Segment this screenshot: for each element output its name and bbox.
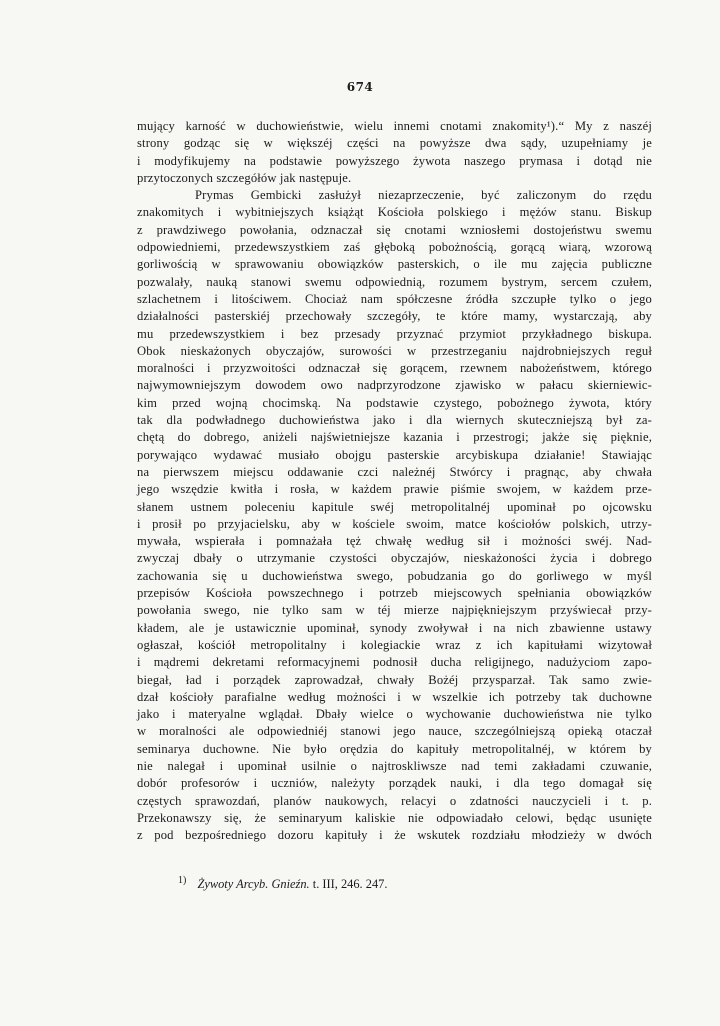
page-number: 674 [346,80,374,94]
text-line: szlachetnem i litościwem. Chociaż nam spółczesne źródła szczupłe tylko o jego [137,291,652,306]
text-line: strony godząc się w większéj części na powyższe dwa sądy, uzupełniamy je [137,136,652,151]
body-text [137,118,652,844]
text-line: z prawdziwego powołania, odznaczał się cnotami wzniosłemi dostojeństwu swemu [137,222,652,237]
text-line: i mądremi dekretami reformacyjnemi podnosił ducha religijnego, nadużyciom zapo- [137,655,652,670]
text-line: kim przed wojną chocimską. Na podstawie czystego, pobożnego żywota, który [137,395,652,410]
text-line: seminarya duchowne. Nie było orędzia do kapituły metropolitalnéj, w którem by [137,741,652,756]
text-line: dzał kościoły parafialne według możności i w wszelkie ich potrzeby tak duchowne [137,689,652,704]
text-line: powołania swego, nie tylko sam w téj mierze najpiękniejszym przyświecał przy- [137,603,652,618]
text-line: porywająco wydawać musiało obojgu pasterskie arcybiskupa działanie! Stawiając [137,447,652,462]
footnote [178,875,598,892]
text-line: przepisów Kościoła powszechnego i potrzeb miejscowych spełniania obowiązków [137,586,652,601]
text-line: tak dla podwładnego duchowieństwa jako i dla wiernych skuteczniejszą był za- [137,413,652,428]
footnote-source-title: Żywoty Arcyb. Gnieźn. [197,877,310,892]
text-line: Prymas Gembicki zasłużył niezaprzeczenie, być zaliczonym do rzędu [195,188,652,203]
text-line: nie nalegał i upominał usilnie o najtroskliwsze nad temi zakładami czuwanie, [137,758,652,773]
text-line: przytoczonych szczegółów jak następuje. [137,170,352,185]
text-line: pozwalały, nauką stanowi swemu odpowiednią, rozumem bystrym, sercem czułem, [137,274,652,289]
text-line: z pod bezpośredniego dozoru kapituły i że wskutek rozdziału młodzieży w dwóch [137,828,652,843]
text-line: działalności pasterskiéj przechowały szczegóły, te które mamy, wystarczają, aby [137,309,652,324]
text-line: moralności i przyzwoitości odznaczał się gorącem, rzewnem nabożeństwem, którego [137,361,652,376]
text-line: i modyfikujemy na podstawie powyższego żywota naszego prymasa i dotąd nie [137,153,652,168]
text-line: jego wszędzie kwitła i rosła, w każdem prawie piśmie swojem, w każdem prze- [137,482,652,497]
text-line: w moralności ale odpowiedniéj stanowi jego nauce, szczególniejszą opieką otaczał [137,724,652,739]
text-line: Przekonawszy się, że seminaryum kaliskie nie odpowiadało celowi, będąc usunięte [137,810,652,825]
text-line: częstych sprawozdań, planów naukowych, relacyi o zdatności nauczycieli i t. p. [137,793,652,808]
text-line: dobór profesorów i uczniów, należyty porządek nauki, i dla tego domagał się [137,776,652,791]
text-line: najwymowniejszym dowodem owo nadprzyrodzone zjawisko w pałacu skierniewic- [137,378,652,393]
text-line: Obok nieskażonych obyczajów, surowości w przestrzeganiu najdrobniejszych reguł [137,343,652,358]
text-line: odpowiedniemi, przedewszystkiem zaś głęboką pobożnością, gorącą wiarą, wzorową [137,240,652,255]
text-line: znakomitych i wybitniejszych książąt Kościoła polskiego i mężów stanu. Biskup [137,205,652,220]
text-line: chętą do dobrego, aniżeli najświetniejsze kazania i przestrogi; jakże się pięknie, [137,430,652,445]
text-line: na pierwszem miejscu oddawanie czci należnéj Stwórcy i pragnąc, aby chwała [137,464,652,479]
footnote-reference: t. III, 246. 247. [312,877,388,892]
text-line: mu przedewszystkiem i bez przesady przyznać przymiot przykładnego biskupa. [137,326,652,341]
text-line: zwyczaj dbały o utrzymanie czystości obyczajów, nieskażoności życia i dobrego [137,551,652,566]
text-line: zachowania się u duchowieństwa swego, pobudzania go do gorliwego w myśl [137,568,652,583]
text-line: słanem ustnem poleceniu kapitule swéj metropolitalnéj upominał po ojcowsku [137,499,652,514]
text-line: kładem, ale je ustawicznie upominał, synody zwoływał i na nich zbawienne ustawy [137,620,652,635]
footnote-marker: 1) [178,875,187,886]
text-line: ogłaszał, kościół metropolitalny i kolegiackie wraz z ich kapitułami wizytował [137,637,652,652]
text-line: mujący karność w duchowieństwie, wielu innemi cnotami znakomity¹).“ My z naszéj [137,119,652,133]
text-line: jako i materyalne wglądał. Dbały wielce o wychowanie duchowieństwa nie tylko [137,707,652,722]
text-line: i prosił po przyjacielsku, aby w kościele swoim, matce kościołów polskich, utrzy- [137,516,652,531]
text-line: gorliwością w sprawowaniu obowiązków pasterskich, o ile mu zajęcia publiczne [137,257,652,272]
text-line: biegał, ład i porządek zaprowadzał, chwały Bożéj przysparzał. Tak samo zwie- [137,672,652,687]
text-line: mywała, wspierała i pomnażała tęż chwałę według sił i możności swéj. Nad- [137,534,652,549]
